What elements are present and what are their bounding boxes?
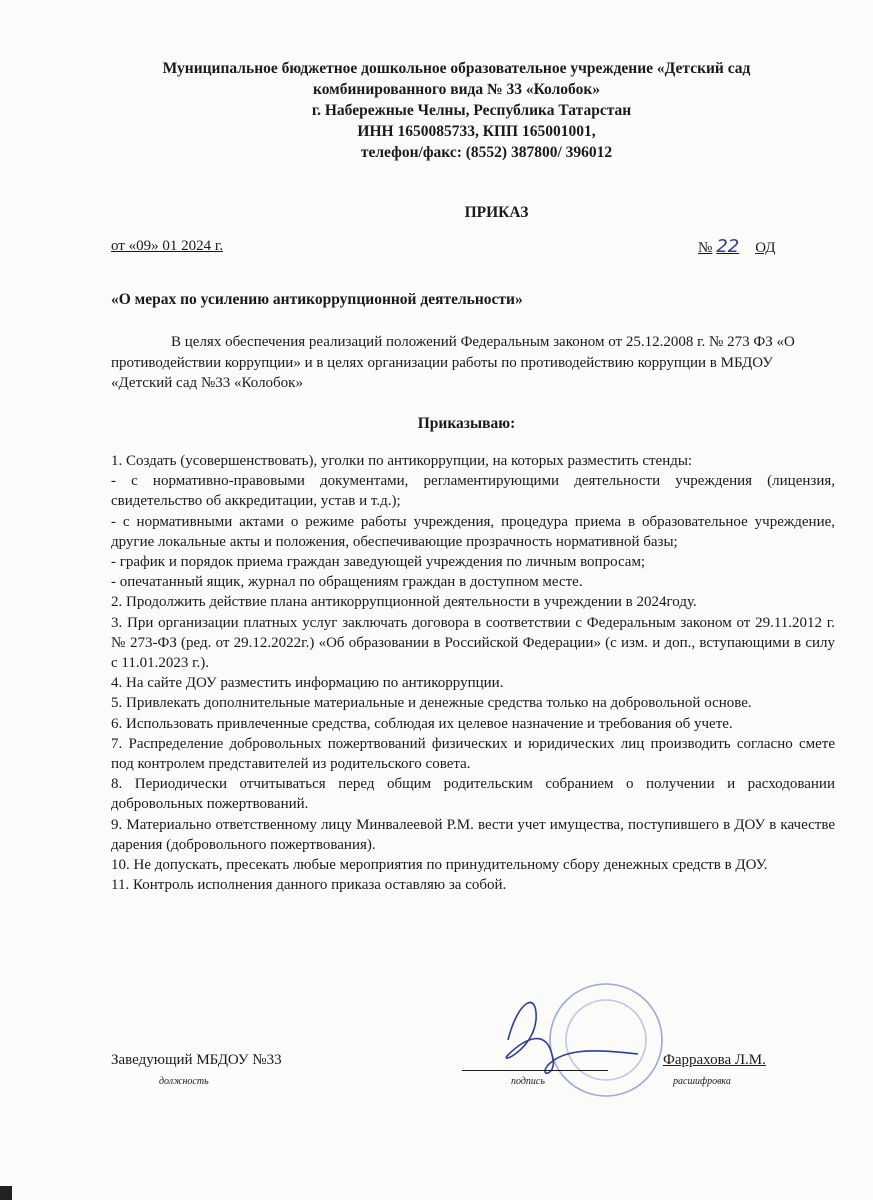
list-item: - с нормативно-правовыми документами, регламентирующими деятельности учреждения (лицензия, свидетельство об аккредитации, устав и т.д.);: [111, 473, 835, 510]
order-word: Приказываю:: [417, 415, 516, 432]
preamble-text: В целях обеспечения реализаций положений Федеральным законом от 25.12.2008 г. № 273 ФЗ «О противодействии коррупции» и в целях организации работы по противодействию коррупции в МБДОУ «Детский сад №33 «Колобок»: [111, 334, 795, 391]
list-item: - график и порядок приема граждан заведующей учреждения по личным вопросам;: [111, 554, 646, 571]
scan-edge-mark: [0, 1186, 12, 1200]
list-item: 2. Продолжить действие плана антикоррупционной деятельности в учреждении в 2024году.: [111, 594, 697, 611]
order-date-text: от «09» 01 2024 г.: [111, 238, 224, 254]
signature-line: [462, 1070, 608, 1071]
list-item: 7. Распределение добровольных пожертвований физических и юридических лиц производить согласно смете под контролем представителей из родительского совета.: [111, 735, 835, 773]
list-item: 4. На сайте ДОУ разместить информацию по антикоррупции.: [111, 675, 504, 692]
organization-header: [0, 58, 873, 163]
header-line-phone: телефон/факс: (8552) 387800/ 396012: [360, 144, 613, 161]
list-item: 8. Периодически отчитываться перед общим родительским собранием о получении и расходовании добровольных пожертвований.: [111, 776, 835, 813]
number-suffix: ОД: [755, 240, 776, 256]
list-item: 11. Контроль исполнения данного приказа оставляю за собой.: [111, 877, 507, 894]
order-number: [698, 236, 776, 257]
header-line-inn: ИНН 1650085733, КПП 165001001,: [357, 123, 596, 140]
list-item: 6. Использовать привлеченные средства, соблюдая их целевое назначение и требования об учете.: [111, 715, 733, 732]
header-line-org: Муниципальное бюджетное дошкольное образовательное учреждение «Детский сад: [162, 60, 751, 77]
list-item: - с нормативными актами о режиме работы учреждения, процедура приема в образовательное учреждение, другие локальные акты и положения, обеспечивающие прозрачность нормативной базы;: [111, 513, 835, 550]
list-item: 5. Привлекать дополнительные материальные и денежные средства только на добровольной основе.: [111, 695, 752, 712]
number-sign: №: [698, 240, 713, 256]
list-item: - опечатанный ящик, журнал по обращениям граждан в доступном месте.: [111, 574, 583, 591]
order-items-list: [111, 451, 835, 895]
caption-name: расшифровка: [673, 1076, 731, 1087]
signature-block: [111, 1052, 791, 1092]
header-line-city: г. Набережные Челны, Республика Татарстан: [311, 102, 632, 119]
list-item: 10. Не допускать, пресекать любые мероприятия по принудительному сбору денежных средств в ДОУ.: [111, 857, 768, 874]
handwritten-number: 22: [716, 236, 740, 257]
caption-signature: подпись: [511, 1076, 545, 1087]
list-item: 9. Материально ответственному лицу Минвалеевой Р.М. вести учет имущества, поступившего в ДОУ в качестве дарения (добровольного пожертвования).: [111, 816, 835, 853]
signer-name: Фаррахова Л.М.: [663, 1052, 766, 1068]
header-line-kindergarten: комбинированного вида № 33 «Колобок»: [312, 81, 601, 98]
order-date: [111, 238, 223, 255]
caption-position: должность: [159, 1076, 209, 1087]
document-title: ПРИКАЗ: [464, 204, 529, 221]
preamble-block: [111, 332, 808, 394]
list-item: 3. При организации платных услуг заключать договора в соответствии с Федеральным законом от 29.11.2012 г. № 273-ФЗ (ред. от 29.12.2022г.) «Об образовании в Российской Федерации» (с изм. и доп., вступающими в силу с 11.01.2023 г.).: [111, 614, 835, 672]
signer-position: Заведующий МБДОУ №33: [111, 1052, 282, 1068]
list-item: 1. Создать (усовершенствовать), уголки по антикоррупции, на которых разместить стенды:: [111, 453, 693, 469]
order-subject: «О мерах по усилению антикоррупционной деятельности»: [111, 291, 523, 308]
